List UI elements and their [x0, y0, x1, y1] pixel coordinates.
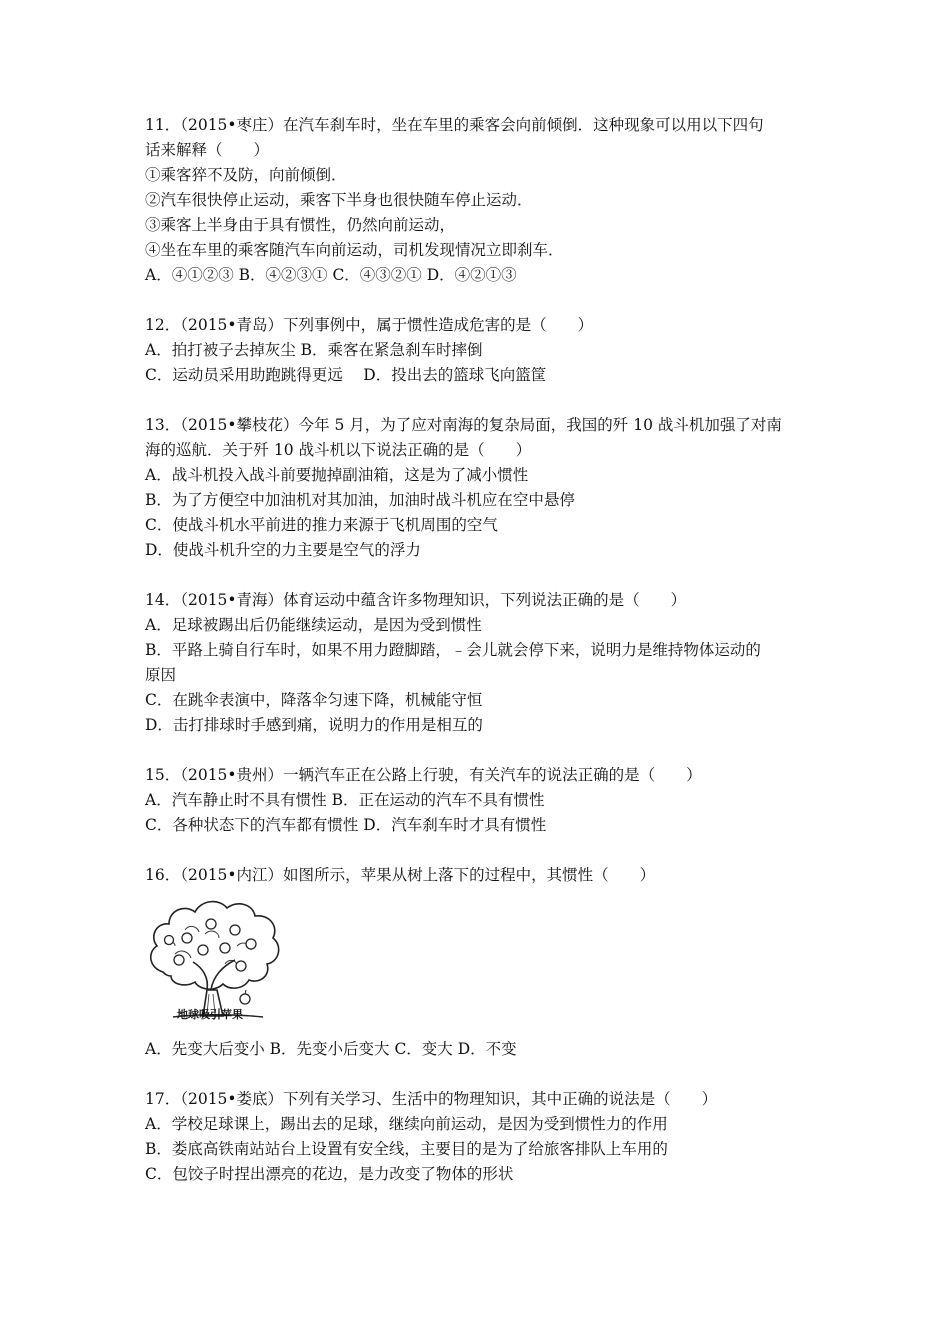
- question-stem: 13．（2015•攀枝花）今年 5 月，为了应对南海的复杂局面，我国的歼 10 战斗机加强了对南: [145, 416, 782, 434]
- question-stem: 15．（2015•贵州）一辆汽车正在公路上行驶，有关汽车的说法正确的是（ ）: [145, 766, 702, 784]
- option-d: D．击打排球时手感到痛，说明力的作用是相互的: [145, 716, 483, 734]
- question-line: 话来解释（ ）: [145, 141, 270, 159]
- statement-3: ③乘客上半身由于具有惯性，仍然向前运动，: [145, 216, 456, 234]
- answer-options: A．拍打被子去掉灰尘 B．乘客在紧急刹车时摔倒: [145, 341, 483, 359]
- option-a: A．学校足球课上，踢出去的足球，继续向前运动，是因为受到惯性力的作用: [145, 1115, 668, 1133]
- question-stem: 16．（2015•内江）如图所示，苹果从树上落下的过程中，其惯性（ ）: [145, 866, 656, 884]
- apple-tree-figure: [145, 894, 285, 1029]
- answer-options: A．汽车静止时不具有惯性 B．正在运动的汽车不具有惯性: [145, 791, 545, 809]
- statement-1: ①乘客猝不及防，向前倾倒．: [145, 166, 347, 184]
- question-stem: 14．（2015•青海）体育运动中蕴含许多物理知识，下列说法正确的是（ ）: [145, 591, 687, 609]
- question-stem: 17．（2015•娄底）下列有关学习、生活中的物理知识，其中正确的说法是（ ）: [145, 1090, 718, 1108]
- option-b-continued: 原因: [145, 666, 177, 684]
- answer-options: A．④①②③ B．④②③① C．④③②① D．④②①③: [145, 266, 517, 284]
- figure-caption: 地球吸引苹果: [177, 1008, 243, 1021]
- answer-options: C．运动员采用助跑跳得更远 D．投出去的篮球飞向篮筐: [145, 366, 547, 384]
- option-c: C．使战斗机水平前进的推力来源于飞机周围的空气: [145, 516, 498, 534]
- option-b: B．平路上骑自行车时，如果不用力蹬脚踏，﹣会儿就会停下来，说明力是维持物体运动的: [145, 641, 761, 659]
- question-15: [145, 763, 810, 838]
- question-16: [145, 863, 810, 1062]
- option-b: B．娄底高铁南站站台上设置有安全线，主要目的是为了给旅客排队上车用的: [145, 1140, 668, 1158]
- question-11: [145, 113, 810, 288]
- question-14: [145, 588, 810, 738]
- option-c: C．在跳伞表演中，降落伞匀速下降，机械能守恒: [145, 691, 483, 709]
- question-12: [145, 313, 810, 388]
- question-line: 11．（2015•枣庄）在汽车刹车时，坐在车里的乘客会向前倾倒．这种现象可以用以下四句: [145, 116, 764, 134]
- question-stem: 12．（2015•青岛）下列事例中，属于惯性造成危害的是（ ）: [145, 316, 594, 334]
- option-d: D．使战斗机升空的力主要是空气的浮力: [145, 541, 421, 559]
- option-c: C．包饺子时捏出漂亮的花边，是力改变了物体的形状: [145, 1165, 514, 1183]
- statement-2: ②汽车很快停止运动，乘客下半身也很快随车停止运动．: [145, 191, 533, 209]
- option-b: B．为了方便空中加油机对其加油，加油时战斗机应在空中悬停: [145, 491, 575, 509]
- question-13: [145, 413, 810, 563]
- question-stem: 海的巡航．关于歼 10 战斗机以下说法正确的是（ ）: [145, 441, 532, 459]
- answer-options: A．先变大后变小 B．先变小后变大 C．变大 D．不变: [145, 1040, 517, 1058]
- exam-page: [145, 113, 810, 1212]
- option-a: A．战斗机投入战斗前要抛掉副油箱，这是为了减小惯性: [145, 466, 529, 484]
- option-a: A．足球被踢出后仍能继续运动，是因为受到惯性: [145, 616, 482, 634]
- answer-options: C．各种状态下的汽车都有惯性 D．汽车刹车时才具有惯性: [145, 816, 547, 834]
- question-17: [145, 1087, 810, 1187]
- statement-4: ④坐在车里的乘客随汽车向前运动，司机发现情况立即刹车．: [145, 241, 564, 259]
